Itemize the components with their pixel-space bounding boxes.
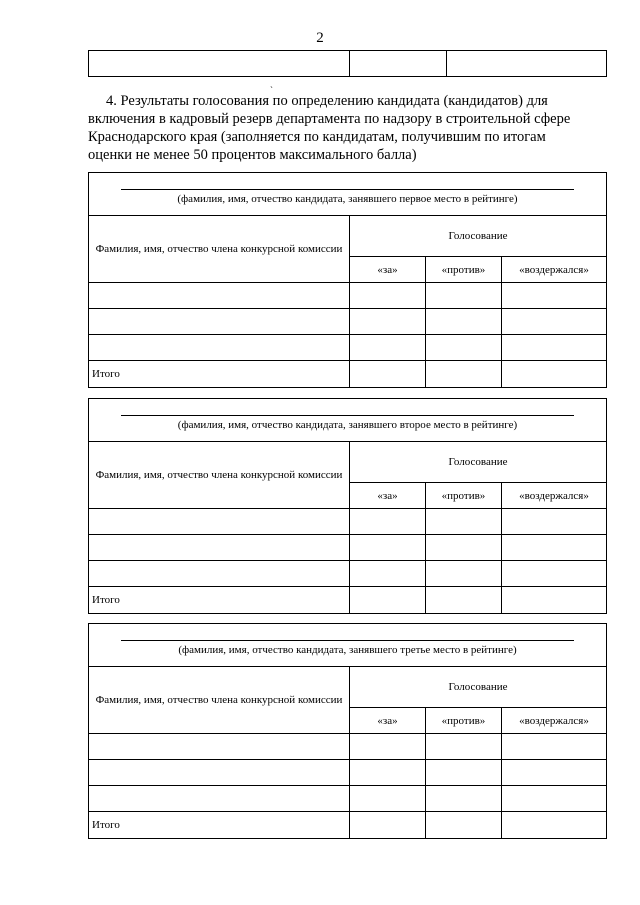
table-row [89,734,607,760]
table-cell[interactable] [350,734,426,760]
table-cell[interactable] [350,283,426,309]
col-abstained: «воздержался» [502,708,607,734]
table-cell[interactable] [350,561,426,587]
table-row [89,335,607,361]
paragraph-line: Краснодарского края (заполняется по кандидатам, получившим по итогам [88,129,546,145]
table-cell[interactable] [426,812,502,839]
page-number: 2 [316,30,324,46]
table-cell[interactable] [502,509,607,535]
table-cell[interactable] [426,786,502,812]
table-cell[interactable] [426,760,502,786]
candidate-name-row [89,399,607,442]
voting-header: Голосование [350,667,607,708]
col-against: «против» [426,257,502,283]
voting-header: Голосование [350,216,607,257]
table-cell[interactable] [350,509,426,535]
table-cell[interactable] [350,361,426,388]
member-header: Фамилия, имя, отчество члена конкурсной комиссии [89,216,350,283]
table-cell[interactable] [426,561,502,587]
table-row [89,786,607,812]
voting-table-first [88,172,607,388]
member-header: Фамилия, имя, отчество члена конкурсной комиссии [89,667,350,734]
col-for: «за» [350,257,426,283]
table-cell[interactable] [502,335,607,361]
table-cell[interactable] [89,734,350,760]
total-row [89,812,607,839]
candidate-name-cell[interactable] [89,173,607,216]
table-cell[interactable] [502,760,607,786]
header-row [89,667,607,708]
col-for: «за» [350,483,426,509]
table-cell[interactable] [426,509,502,535]
total-label: Итого [89,361,350,388]
continued-table-row [88,50,607,77]
col-abstained: «воздержался» [502,257,607,283]
total-row [89,587,607,614]
name-underline [121,189,574,190]
tick-mark: ˋ [270,85,273,95]
table-cell[interactable] [350,309,426,335]
table-cell[interactable] [350,587,426,614]
member-header: Фамилия, имя, отчество члена конкурсной комиссии [89,442,350,509]
candidate-name-row [89,173,607,216]
table-row [89,760,607,786]
table-cell[interactable] [502,283,607,309]
table-cell[interactable] [502,561,607,587]
col-against: «против» [426,483,502,509]
table-row [89,561,607,587]
table-cell[interactable] [89,283,350,309]
table-row [89,51,607,77]
paragraph-line: включения в кадровый резерв департамента по надзору в строительной сфере [88,111,571,127]
table-row [89,535,607,561]
table-cell[interactable] [89,786,350,812]
table-cell[interactable] [89,509,350,535]
table-cell[interactable] [89,561,350,587]
voting-table-third [88,623,607,839]
col-abstained: «воздержался» [502,483,607,509]
table-cell[interactable] [502,535,607,561]
col-for: «за» [350,708,426,734]
table-cell[interactable] [350,812,426,839]
paragraph-line: оценки не менее 50 процентов максимального балла) [88,147,417,163]
section-4-paragraph [88,92,608,164]
table-cell[interactable] [426,335,502,361]
table-cell[interactable] [350,786,426,812]
table-cell[interactable] [502,734,607,760]
table-row [89,509,607,535]
candidate-caption: (фамилия, имя, отчество кандидата, занявшего третье место в рейтинге) [178,644,517,656]
table-cell[interactable] [426,734,502,760]
table-row [89,283,607,309]
table-cell[interactable] [426,361,502,388]
table-cell[interactable] [89,309,350,335]
table-cell [89,51,350,77]
table-cell [447,51,607,77]
table-cell[interactable] [89,535,350,561]
name-underline [121,640,574,641]
table-row [89,309,607,335]
table-cell[interactable] [502,361,607,388]
total-label: Итого [89,812,350,839]
candidate-caption: (фамилия, имя, отчество кандидата, занявшего первое место в рейтинге) [177,193,518,205]
voting-table-second [88,398,607,614]
total-row [89,361,607,388]
table-cell[interactable] [502,587,607,614]
candidate-name-cell[interactable] [89,399,607,442]
table-cell[interactable] [426,309,502,335]
col-against: «против» [426,708,502,734]
candidate-caption: (фамилия, имя, отчество кандидата, занявшего второе место в рейтинге) [177,419,518,431]
table-cell[interactable] [89,335,350,361]
candidate-name-row [89,624,607,667]
total-label: Итого [89,587,350,614]
paragraph-line: 4. Результаты голосования по определению кандидата (кандидатов) для [106,93,548,109]
table-cell[interactable] [89,760,350,786]
table-cell[interactable] [502,812,607,839]
header-row [89,442,607,483]
table-cell[interactable] [502,786,607,812]
table-cell[interactable] [426,283,502,309]
table-cell[interactable] [350,535,426,561]
header-row [89,216,607,257]
name-underline [121,415,574,416]
table-cell [350,51,447,77]
table-cell[interactable] [426,535,502,561]
table-cell[interactable] [350,335,426,361]
candidate-name-cell[interactable] [89,624,607,667]
table-cell[interactable] [426,587,502,614]
voting-header: Голосование [350,442,607,483]
table-cell[interactable] [350,760,426,786]
table-cell[interactable] [502,309,607,335]
